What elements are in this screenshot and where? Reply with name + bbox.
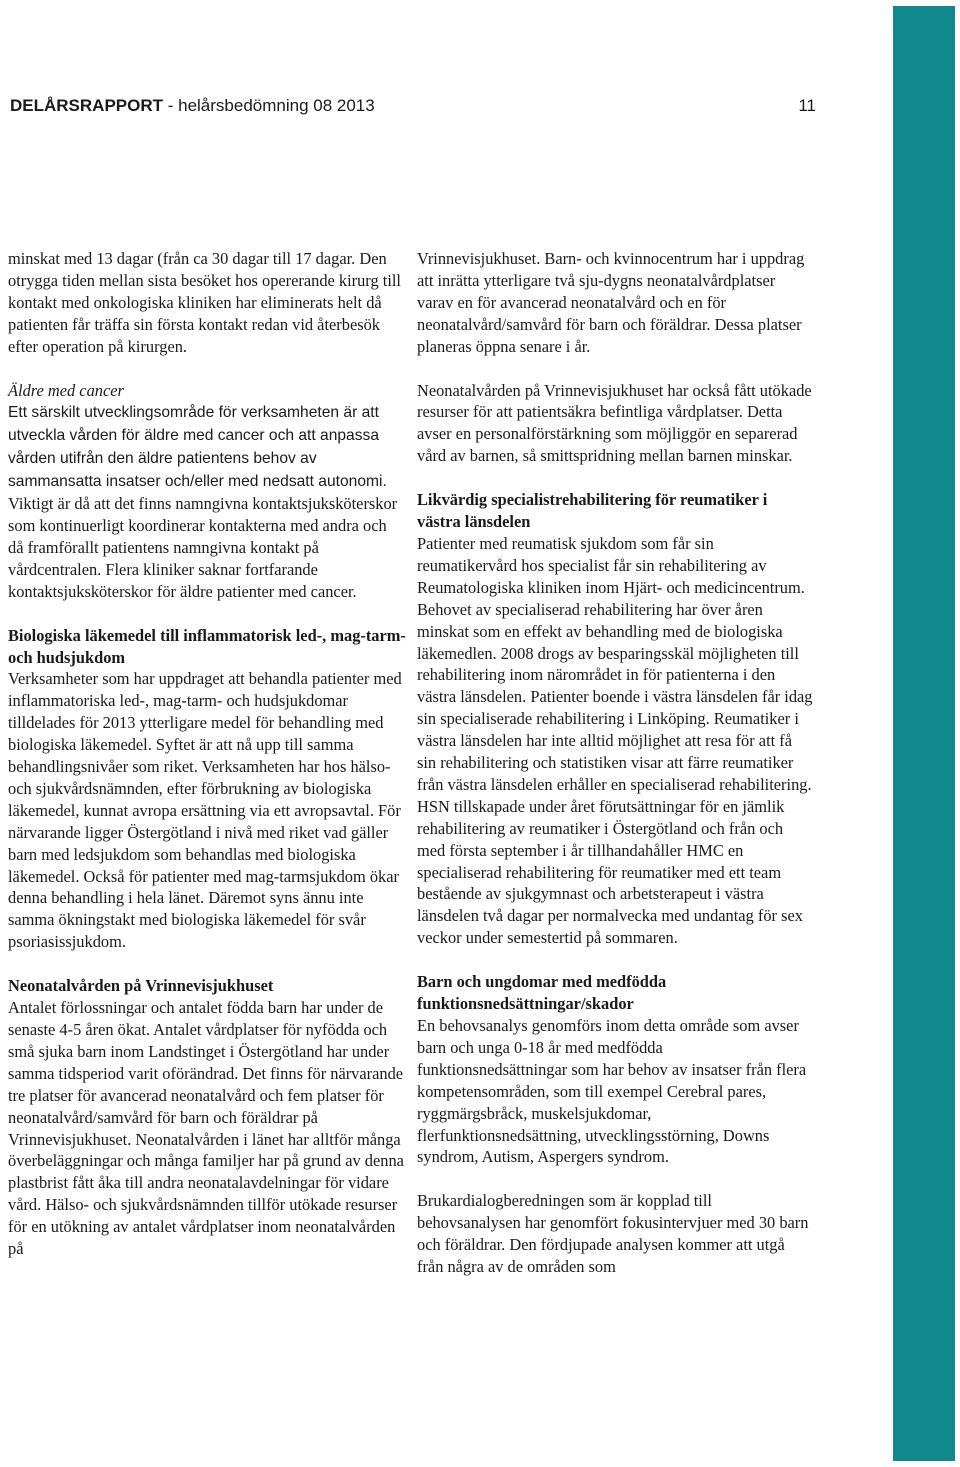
paragraph-neonatal: Antalet förlossningar och antalet födda barn har under de senaste 4-5 åren ökat. Antalet vårdplatser för nyfödda och små sjuka barn inom Landstinget i Östergötland har under samma tidsperiod varit oförändrad. Det finns för närvarande tre platser för avancerad neonatalvård och fem platser för neonatalvård/samvård för barn och föräldrar på Vrinnevisjukhuset. Neonatalvården i länet har alltför många överbeläggningar och många familjer har på grund av denna plastbrist fått åka till andra neonatalavdelningar för vidare vård. Hälso- och sjukvårdsnämnden tillför utökade resurser för en utökning av antalet vårdplatser inom neonatalvården på [8, 998, 404, 1259]
section-biologics [8, 625, 406, 954]
section-neonatal [8, 975, 406, 1260]
section-heading-neonatal: Neonatalvården på Vrinnevisjukhuset [8, 976, 274, 996]
left-column [8, 248, 406, 1260]
paragraph-cancer-wait: minskat med 13 dagar (från ca 30 dagar till 17 dagar. Den otrygga tiden mellan sista besöket hos opererande kirurg till kontakt med onkologiska kliniken har eliminerats helt då patienten får träffa sin första kontakt redan vid återbesök efter operation på kirurgen. [8, 249, 401, 356]
side-accent-bar [893, 6, 955, 1461]
paragraph-children-disabilities: En behovsanalys genomförs inom detta område som avser barn och unga 0-18 år med medfödda funktionsnedsättningar som har behov av insatser från flera kompetensområden, som till exempel Cerebral pares, ryggmärgsbråck, muskelsjukdomar, flerfunktionsnedsättning, utvecklingsstörning, Downs syndrom, Autism, Aspergers syndrom. [417, 1016, 807, 1167]
document-title: DELÅRSRAPPORT - helårsbedömning 08 2013 [10, 96, 375, 115]
paragraph-elderly-cancer-a: Ett särskilt utvecklingsområde för verksamheten är att utveckla vården för äldre med cancer och att anpassa vården utifrån den äldre patientens behov av sammansatta insatser och/eller med nedsatt autonomi. [8, 404, 387, 491]
page-header [10, 95, 816, 117]
section-heading-children-disabilities: Barn och ungdomar med medfödda funktionsnedsättningar/skador [417, 972, 667, 1014]
section-heading-rheumatology: Likvärdig specialistrehabilitering för reumatiker i västra länsdelen [417, 490, 768, 532]
page-number: 11 [798, 96, 816, 115]
section-heading-elderly-cancer: Äldre med cancer [8, 380, 124, 400]
section-heading-biologics: Biologiska läkemedel till inflammatorisk led-, mag-tarm- och hudsjukdom [8, 625, 406, 667]
paragraph-rheumatology: Patienter med reumatisk sjukdom som får sin reumatikervård hos specialist får sin rehabilitering av Reumatologiska kliniken inom Hjärt- och medicincentrum. Behovet av specialiserad rehabilitering har över åren minskat som en effekt av behandling med de biologiska läkemedlen. 2008 drogs av besparingsskäl möjligheten till rehabilitering inom närområdet in för patienterna i den västra länsdelen. Patienter boende i västra länsdelen får idag sin specialiserade rehabilitering i Linköping. Reumatiker i västra länsdelen har inte alltid möjlighet att resa för att få sin rehabilitering och statistiken visar att färre reumatiker från västra länsdelen erhåller en specialiserad rehabilitering. HSN tillskapade under året förutsättningar för en jämlik rehabilitering av reumatiker i Östergötland och från och med första september i år tillhandahåller HMC en specialiserad rehabilitering för reumatiker med ett team bestående av sjukgymnast och arbetsterapeut i västra länsdelen två dagar per normalvecka med undantag för sex veckor under semestertid på sommaren. [417, 533, 813, 948]
paragraph-biologics: Verksamheter som har uppdraget att behandla patienter med inflammatoriska led-, mag-tarm- och hudsjukdomar tilldelades för 2013 ytterligare medel för behandling med biologiska läkemedel. Syftet är att nå upp till samma behandlingsnivåer som riket. Verksamheten har hos hälso- och sjukvårdsnämnden, efter förbrukning av biologiska läkemedel, kunnat avropa ersättning via ett avropsavtal. För närvarande ligger Östergötland i nivå med riket vad gäller barn med ledsjukdom som behandlas med biologiska läkemedel. Också för patienter med mag-tarmsjukdom ökar denna behandling i hela länet. Däremot syns ännu inte samma ökningstakt med biologiska läkemedel för svår psoriasissjukdom. [8, 669, 402, 952]
section-elderly-cancer [8, 380, 406, 603]
paragraph-elderly-cancer-b: Viktigt är då att det finns namngivna kontaktsjuksköterskor som kontinuerligt koordinerar kontakterna med andra och då framförallt patientens namngivna kontakt på vårdcentralen. Flera kliniker saknar fortfarande kontaktsjuksköterskor för äldre patienter med cancer. [8, 494, 398, 601]
right-column [417, 248, 815, 1278]
paragraph-neonatal-resources: Neonatalvården på Vrinnevisjukhuset har också fått utökade resurser för att patientsäkra befintliga vårdplatser. Detta avser en personalförstärkning som möjliggör en separerad vård av barnen, så smittspridning mellan barnen minskar. [417, 380, 812, 466]
section-rheumatology [417, 489, 815, 949]
paragraph-neonatal-cont: Vrinnevisjukhuset. Barn- och kvinnocentrum har i uppdrag att inrätta ytterligare två sju-dygns neonatalvårdplatser varav en för avancerad neonatalvård och en för neonatalvård/samvård för barn och föräldrar. Dessa platser planeras öppna senare i år. [417, 249, 805, 356]
paragraph-user-dialogue: Brukardialogberedningen som är kopplad till behovsanalysen har genomfört fokusintervjuer med 30 barn och föräldrar. Den fördjupade analysen kommer att utgå från några av de områden som [417, 1191, 809, 1277]
section-children-disabilities [417, 971, 815, 1168]
